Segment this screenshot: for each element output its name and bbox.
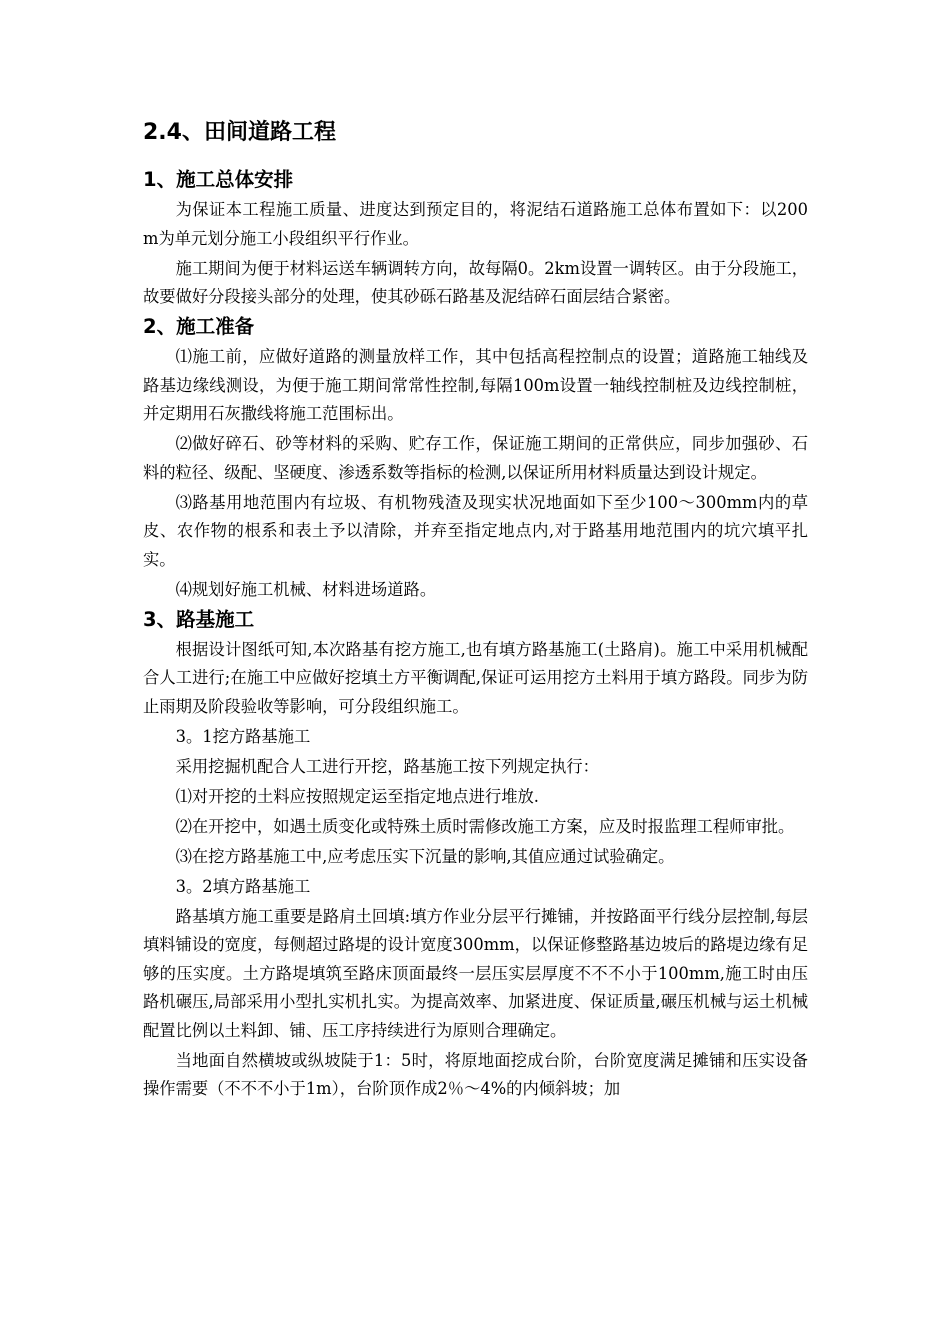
document-page <box>143 118 808 1105</box>
paragraph: ⑶路基用地范围内有垃圾、有机物残渣及现实状况地面如下至少100～300mm内的草皮、农作物的根系和表土予以清除，并弃至指定地点内,对于路基用地范围内的坑穴填平扎实。 <box>143 492 808 569</box>
paragraph: ⑶在挖方路基施工中,应考虑压实下沉量的影响,其值应通过试验确定。 <box>175 846 675 866</box>
paragraph: 施工期间为便于材料运送车辆调转方向，故每隔0。2km设置一调转区。由于分段施工，故要做好分段接头部分的处理，使其砂砾石路基及泥结碎石面层结合紧密。 <box>143 258 808 306</box>
heading-overall-arrangement: 1、施工总体安排 <box>143 168 294 191</box>
subheading-fill: 3。2填方路基施工 <box>175 876 311 896</box>
paragraph: ⑴施工前，应做好道路的测量放样工作，其中包括高程控制点的设置；道路施工轴线及路基边缘线测设，为便于施工期间常常性控制,每隔100m设置一轴线控制桩及边线控制桩，并定期用石灰撒线将施工范围标出。 <box>143 347 808 423</box>
heading-construction-preparation: 2、施工准备 <box>143 315 255 338</box>
subheading-excavation: 3。1挖方路基施工 <box>175 726 311 746</box>
paragraph: 路基填方施工重要是路肩土回填:填方作业分层平行摊铺，并按路面平行线分层控制,每层填料铺设的宽度，每侧超过路堤的设计宽度300mm，以保证修整路基边坡后的路堤边缘有足够的压实度。土方路堤填筑至路床顶面最终一层压实层厚度不不不小于100mm,施工时由压路机碾压,局部采用小型扎实机扎实。为提高效率、加紧进度、保证质量,碾压机械与运土机械配置比例以土料卸、铺、压工序持续进行为原则合理确定。 <box>143 906 808 1040</box>
paragraph: 为保证本工程施工质量、进度达到预定目的，将泥结石道路施工总体布置如下：以200m为单元划分施工小段组织平行作业。 <box>143 200 808 248</box>
paragraph: ⑷规划好施工机械、材料进场道路。 <box>175 579 437 599</box>
section-title: 2.4、田间道路工程 <box>143 120 336 145</box>
paragraph: 根据设计图纸可知,本次路基有挖方施工,也有填方路基施工(土路肩)。施工中采用机械配合人工进行;在施工中应做好挖填土方平衡调配,保证可运用挖方土料用于填方路段。同步为防止雨期及阶段验收等影响，可分段组织施工。 <box>143 639 808 716</box>
paragraph: 当地面自然横坡或纵坡陡于1：5时，将原地面挖成台阶，台阶宽度满足摊铺和压实设备操作需要（不不不小于1m），台阶顶作成2％～4%的内倾斜坡；加 <box>143 1050 808 1098</box>
heading-subgrade-construction: 3、路基施工 <box>143 607 255 631</box>
paragraph: ⑵在开挖中，如遇土质变化或特殊土质时需修改施工方案，应及时报监理工程师审批。 <box>175 816 795 836</box>
paragraph: ⑵做好碎石、砂等材料的采购、贮存工作，保证施工期间的正常供应，同步加强砂、石料的粒径、级配、坚硬度、渗透系数等指标的检测,以保证所用材料质量达到设计规定。 <box>143 434 808 482</box>
paragraph: 采用挖掘机配合人工进行开挖，路基施工按下列规定执行： <box>175 756 599 776</box>
paragraph: ⑴对开挖的土料应按照规定运至指定地点进行堆放. <box>175 786 539 806</box>
